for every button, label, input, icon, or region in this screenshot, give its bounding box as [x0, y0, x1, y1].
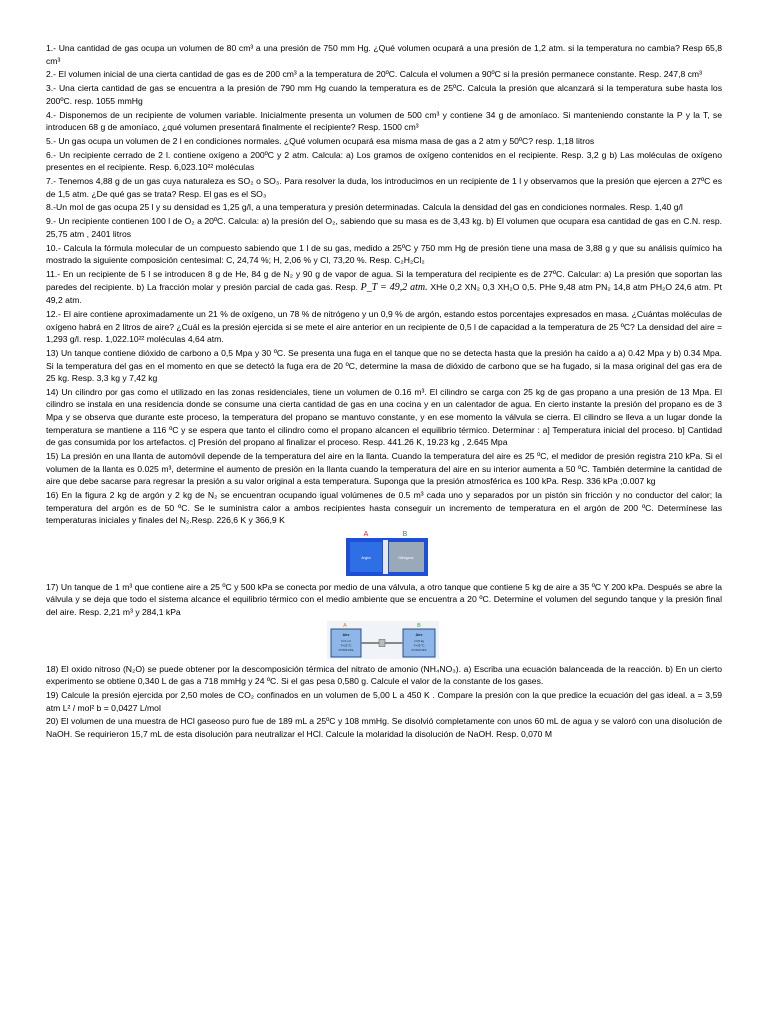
problem-11-formula: P_T = 49,2 atm.	[360, 281, 428, 293]
problem-18: 18) El oxido nitroso (N₂O) se puede obtener por la descomposición térmica del nitrato de amonio (NH₄NO₃). a) Escriba una ecuación balanceada de la reacción. b) En un cierto experimento se obtiene 0,340 L de gas a 718 mmHg y 24 ºC. Si el gas pesa 0,580 g. Calcule el valor de la constante de los gases.	[46, 663, 722, 687]
problem-19: 19) Calcule la presión ejercida por 2,50 moles de CO₂ confinados en un volumen de 5,00 L a 450 K . Compare la presión con la que predice la ecuación del gas ideal. a = 3,59 atm L² / mol² b = 0,0427 L/mol	[46, 689, 722, 713]
problem-2: 2.- El volumen inicial de una cierta cantidad de gas es de 200 cm³ a la temperatura de 20ºC. Calcula el volumen a 90ºC si la presión permanece constante. Resp. 247,8 cm³	[46, 69, 702, 80]
document-page	[46, 42, 722, 742]
problem-17: 17) Un tanque de 1 m³ que contiene aire a 25 ºC y 500 kPa se conecta por medio de una válvula, a otro tanque que contiene 5 kg de aire a 35 ºC Y 200 kPa. Después se abre la válvula y se deja que todo el sistema alcance el equilibrio térmico con el medio ambiente que se encuentra a 20 ºC. Determine el volumen del segundo tanque y la presión final del aire. Resp. 2,21 m³ y 284,1 kPa	[46, 581, 722, 617]
problem-11-text: 11.- En un recipiente de 5 l se introducen 8 g de He, 84 g de N₂ y 90 g de vapor de agua. Si la temperatura del recipiente es de 27ºC. Calcular: a) La presión que soportan las paredes del recipiente. b) La fracción molar y presión parcial de cada gas. Resp.	[46, 268, 722, 292]
figure1-label-a: A	[363, 530, 369, 538]
figure2-label-b: B	[417, 622, 421, 629]
figure1-label-b: B	[402, 530, 408, 538]
figure1-chamber-a-label: Argón	[361, 555, 371, 560]
problem-6: 6.- Un recipiente cerrado de 2 l. contiene oxígeno a 200ºC y 2 atm. Calcula: a) Los gramos de oxígeno contenidos en el recipiente. Resp. 3,2 g b) Las moléculas de oxígeno presentes en el recipiente. Resp. 6,023.10²² moléculas	[46, 149, 722, 173]
problem-15: 15) La presión en una llanta de automóvil depende de la temperatura del aire en la llanta. Cuando la temperatura del aire es 25 ºC, el medidor de presión registra 210 kPa. Si el volumen de la llanta es 0.025 m³, determine el aumento de presión en la llanta cuando la temperatura del aire en su interior aumenta a 50 ºC. También determine la cantidad de aire que debe sacarse para regresar la presión a su valor original a esta temperatura. Suponga que la presión atmosférica es 100 kPa. Resp. 336 kPa ;0.007 kg	[46, 451, 722, 487]
problem-13: 13) Un tanque contiene dióxido de carbono a 0,5 Mpa y 30 ºC. Se presenta una fuga en el tanque que no se detecta hasta que la presión ha caído a a) 0.42 Mpa y b) 0.34 Mpa. Si la temperatura del gas en el momento en que se detectó la fuga era de 20 ºC, determine la masa de dióxido de carbono que se ha fugado, si la masa original del gas era de 25 kg. Resp. 3,3 kg y 7,42 kg	[46, 347, 722, 384]
problem-9: 9.- Un recipiente contienen 100 l de O₂ a 20ºC. Calcula: a) la presión del O₂, sabiendo que su masa es de 3,43 kg. b) El volumen que ocupara esa cantidad de gas en C.N. resp. 25,75 atm , 2401 litros	[46, 216, 722, 239]
problem-11	[46, 268, 722, 307]
figure1-chamber-b-label: Nitrógeno	[398, 555, 414, 560]
problem-5: 5.- Un gas ocupa un volumen de 2 l en condiciones normales. ¿Qué volumen ocupará esa misma masa de gas a 2 atm y 50ºC? resp. 1,18 litros	[46, 135, 595, 146]
problem-8: 8.-Un mol de gas ocupa 25 l y su densidad es 1,25 g/l, a una temperatura y presión determinadas. Calcula la densidad del gas en condiciones normales. Resp. 1,40 g/l	[46, 202, 683, 213]
figure2-tank-b-line-2: T=35 ºC	[413, 643, 425, 648]
problem-20: 20) El volumen de una muestra de HCl gaseoso puro fue de 189 mL a 25ºC y 108 mmHg. Se disolvió completamente con unos 60 mL de agua y se valoró con una disolución de NaOH. Se requirieron 15,7 mL de esta disolución para neutralizar el HCl. Calcule la molaridad la disolución de NaOH. Resp. 0,070 M	[46, 716, 722, 739]
figure2-valve	[379, 639, 385, 646]
problem-12: 12.- El aire contiene aproximadamente un 21 % de oxígeno, un 78 % de nitrógeno y un 0,9 % de argón, estando estos porcentajes expresados en masa. ¿Cuántas moléculas de oxígeno habrá en 2 litros de aire? ¿Cuál es la presión ejercida si se mete el aire anterior en un recipiente de 0,5 l de capacidad a la temperatura de 25 ºC? La densidad del aire = 1,293 g/l. resp. 1,022.10²² moléculas 4,64 atm.	[46, 308, 723, 345]
figure2-tank-b-line-1: m=5 kg	[414, 638, 424, 643]
problem-3: 3.- Una cierta cantidad de gas se encuentra a la presión de 790 mm Hg cuando la temperatura es de 25ºC. Calcula la presión que alcanzará si la temperatura sube hasta los 200ºC. resp. 1055 mmHg	[46, 83, 722, 106]
figure-argon-nitrogen	[345, 529, 429, 577]
figure2-tank-a-line-3: P=500 kPa	[338, 647, 354, 652]
figure2-tank-b-line-3: P=200 kPa	[411, 647, 427, 652]
problem-7: 7.- Tenemos 4,88 g de un gas cuya naturaleza es SO₂ o SO₃. Para resolver la duda, los introducimos en un recipiente de 1 l y observamos que la presión que ejercen a 27ºC es de 1,5 atm. ¿De qué gas se trata? Resp. El gas es el SO₃	[46, 176, 722, 199]
figure2-tank-a-line-2: T=25 ºC	[340, 643, 352, 648]
problem-1: 1.- Una cantidad de gas ocupa un volumen de 80 cm³ a una presión de 750 mm Hg. ¿Qué volumen ocupará a una presión de 1,2 atm. si la temperatura no cambia? Resp 65,8 cm³	[46, 43, 722, 66]
figure2-label-a: A	[343, 622, 347, 629]
problem-11-answer: XHe 0,2 XN₂ 0,3 XH₂O 0,5. PHe 9,48 atm PN₂ 14,8 atm PH₂O 24,6 atm. Pt 49,2 atm.	[46, 281, 722, 306]
problem-10: 10.- Calcula la fórmula molecular de un compuesto sabiendo que 1 l de su gas, medido a 25ºC y 750 mm Hg de presión tiene una masa de 3,88 g y que su análisis químico ha mostrado la siguiente composición centesimal: C, 24,74 %; H, 2,06 % y Cl, 73,20 %. Resp. C₂H₂Cl₂	[46, 242, 722, 266]
figure1-piston	[383, 540, 388, 574]
figure2-tank-a-title: Aire	[342, 632, 350, 637]
problem-14: 14) Un cilindro por gas como el utilizado en las zonas residenciales, tiene un volumen de 0.16 m³. El cilindro se carga con 25 kg de gas propano a una presión de 13 Mpa. El cilindro se instala en una residencia donde se consume una cierta cantidad de gas en una cocina y en un calentador de agua. En cierto instante la presión del propano es de 3 Mpa y se observa que durante este proceso, la temperatura del propano se mantuvo constante, y en ese momento la válvula se cierra. El cilindro se lleva a un lugar donde la temperatura se mantiene a 116 ºC y se espera que tanto el cilindro como el propano alcancen el equilibrio térmico. Determinar : a] Temperatura inicial del proceso. b] Cantidad de gas consumida por los artefactos. c] Presión del propano al finalizar el proceso. Resp. 441.26 K, 19.23 kg , 2.645 Mpa	[46, 386, 722, 448]
figure2-tank-b-title: Aire	[415, 632, 423, 637]
figure2-tank-a-line-1: V=1 m³	[341, 638, 351, 643]
figure-two-tanks	[327, 621, 439, 659]
problem-16: 16) En la figura 2 kg de argón y 2 kg de N₂ se encuentran ocupando igual volúmenes de 0.5 m³ cada uno y separados por un pistón sin fricción y no conductor del calor; la temperatura del argón es de 50 ºC. Se le suministra calor a ambos recipientes hasta conseguir un incremento de temperatura en el argón de 200 ºC. Determínese las temperaturas iniciales y finales del N₂.Resp. 226,6 K y 366,9 K	[46, 490, 722, 526]
problem-4: 4.- Disponemos de un recipiente de volumen variable. Inicialmente presenta un volumen de 500 cm³ y contiene 34 g de amoníaco. Si manteniendo constante la P y la T, se introducen 68 g de amoníaco, ¿qué volumen presentará finalmente el recipiente? Resp. 1500 cm³	[46, 109, 722, 133]
